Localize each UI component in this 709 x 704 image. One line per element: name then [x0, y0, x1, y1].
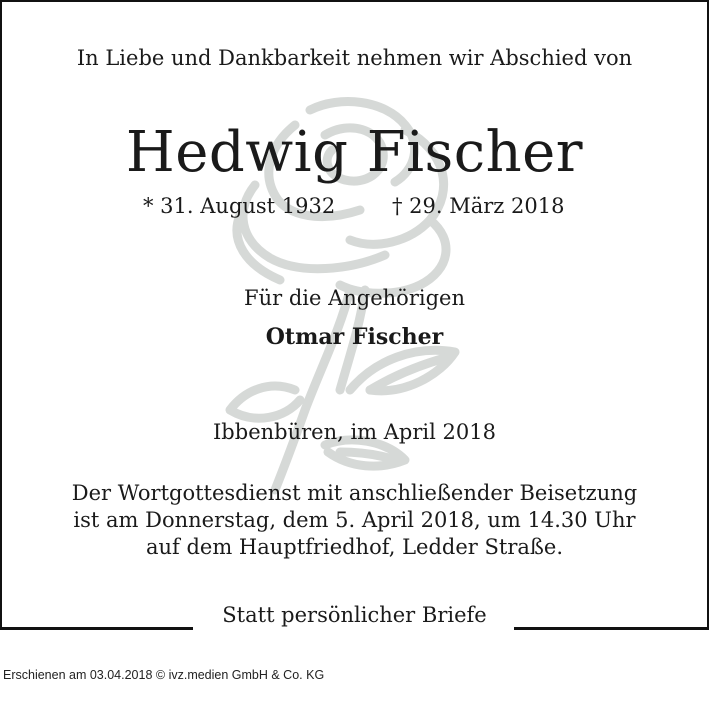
place-date: Ibbenbüren, im April 2018	[213, 420, 496, 444]
death-date: † 29. März 2018	[392, 194, 565, 218]
service-details	[0, 480, 709, 561]
birth-date: * 31. August 1932	[143, 194, 336, 218]
intro-text: In Liebe und Dankbarkeit nehmen wir Abschied von	[76, 46, 633, 70]
frame-bottom-left-border	[0, 627, 193, 630]
service-line: auf dem Hauptfriedhof, Ledder Straße.	[145, 535, 564, 559]
frame-bottom-right-border	[514, 627, 709, 630]
service-line: ist am Donnerstag, dem 5. April 2018, um 14.30 Uhr	[73, 508, 636, 532]
family-label: Für die Angehörigen	[244, 286, 465, 310]
publication-footer: Erschienen am 03.04.2018 © ivz.medien GmbH & Co. KG	[3, 668, 325, 682]
family-name: Otmar Fischer	[265, 324, 444, 350]
service-line: Der Wortgottesdienst mit anschließender Beisetzung	[71, 481, 638, 505]
deceased-name: Hedwig Fischer	[125, 120, 584, 185]
frame-top-border	[0, 0, 709, 2]
no-letters-note: Statt persönlicher Briefe	[222, 603, 487, 627]
